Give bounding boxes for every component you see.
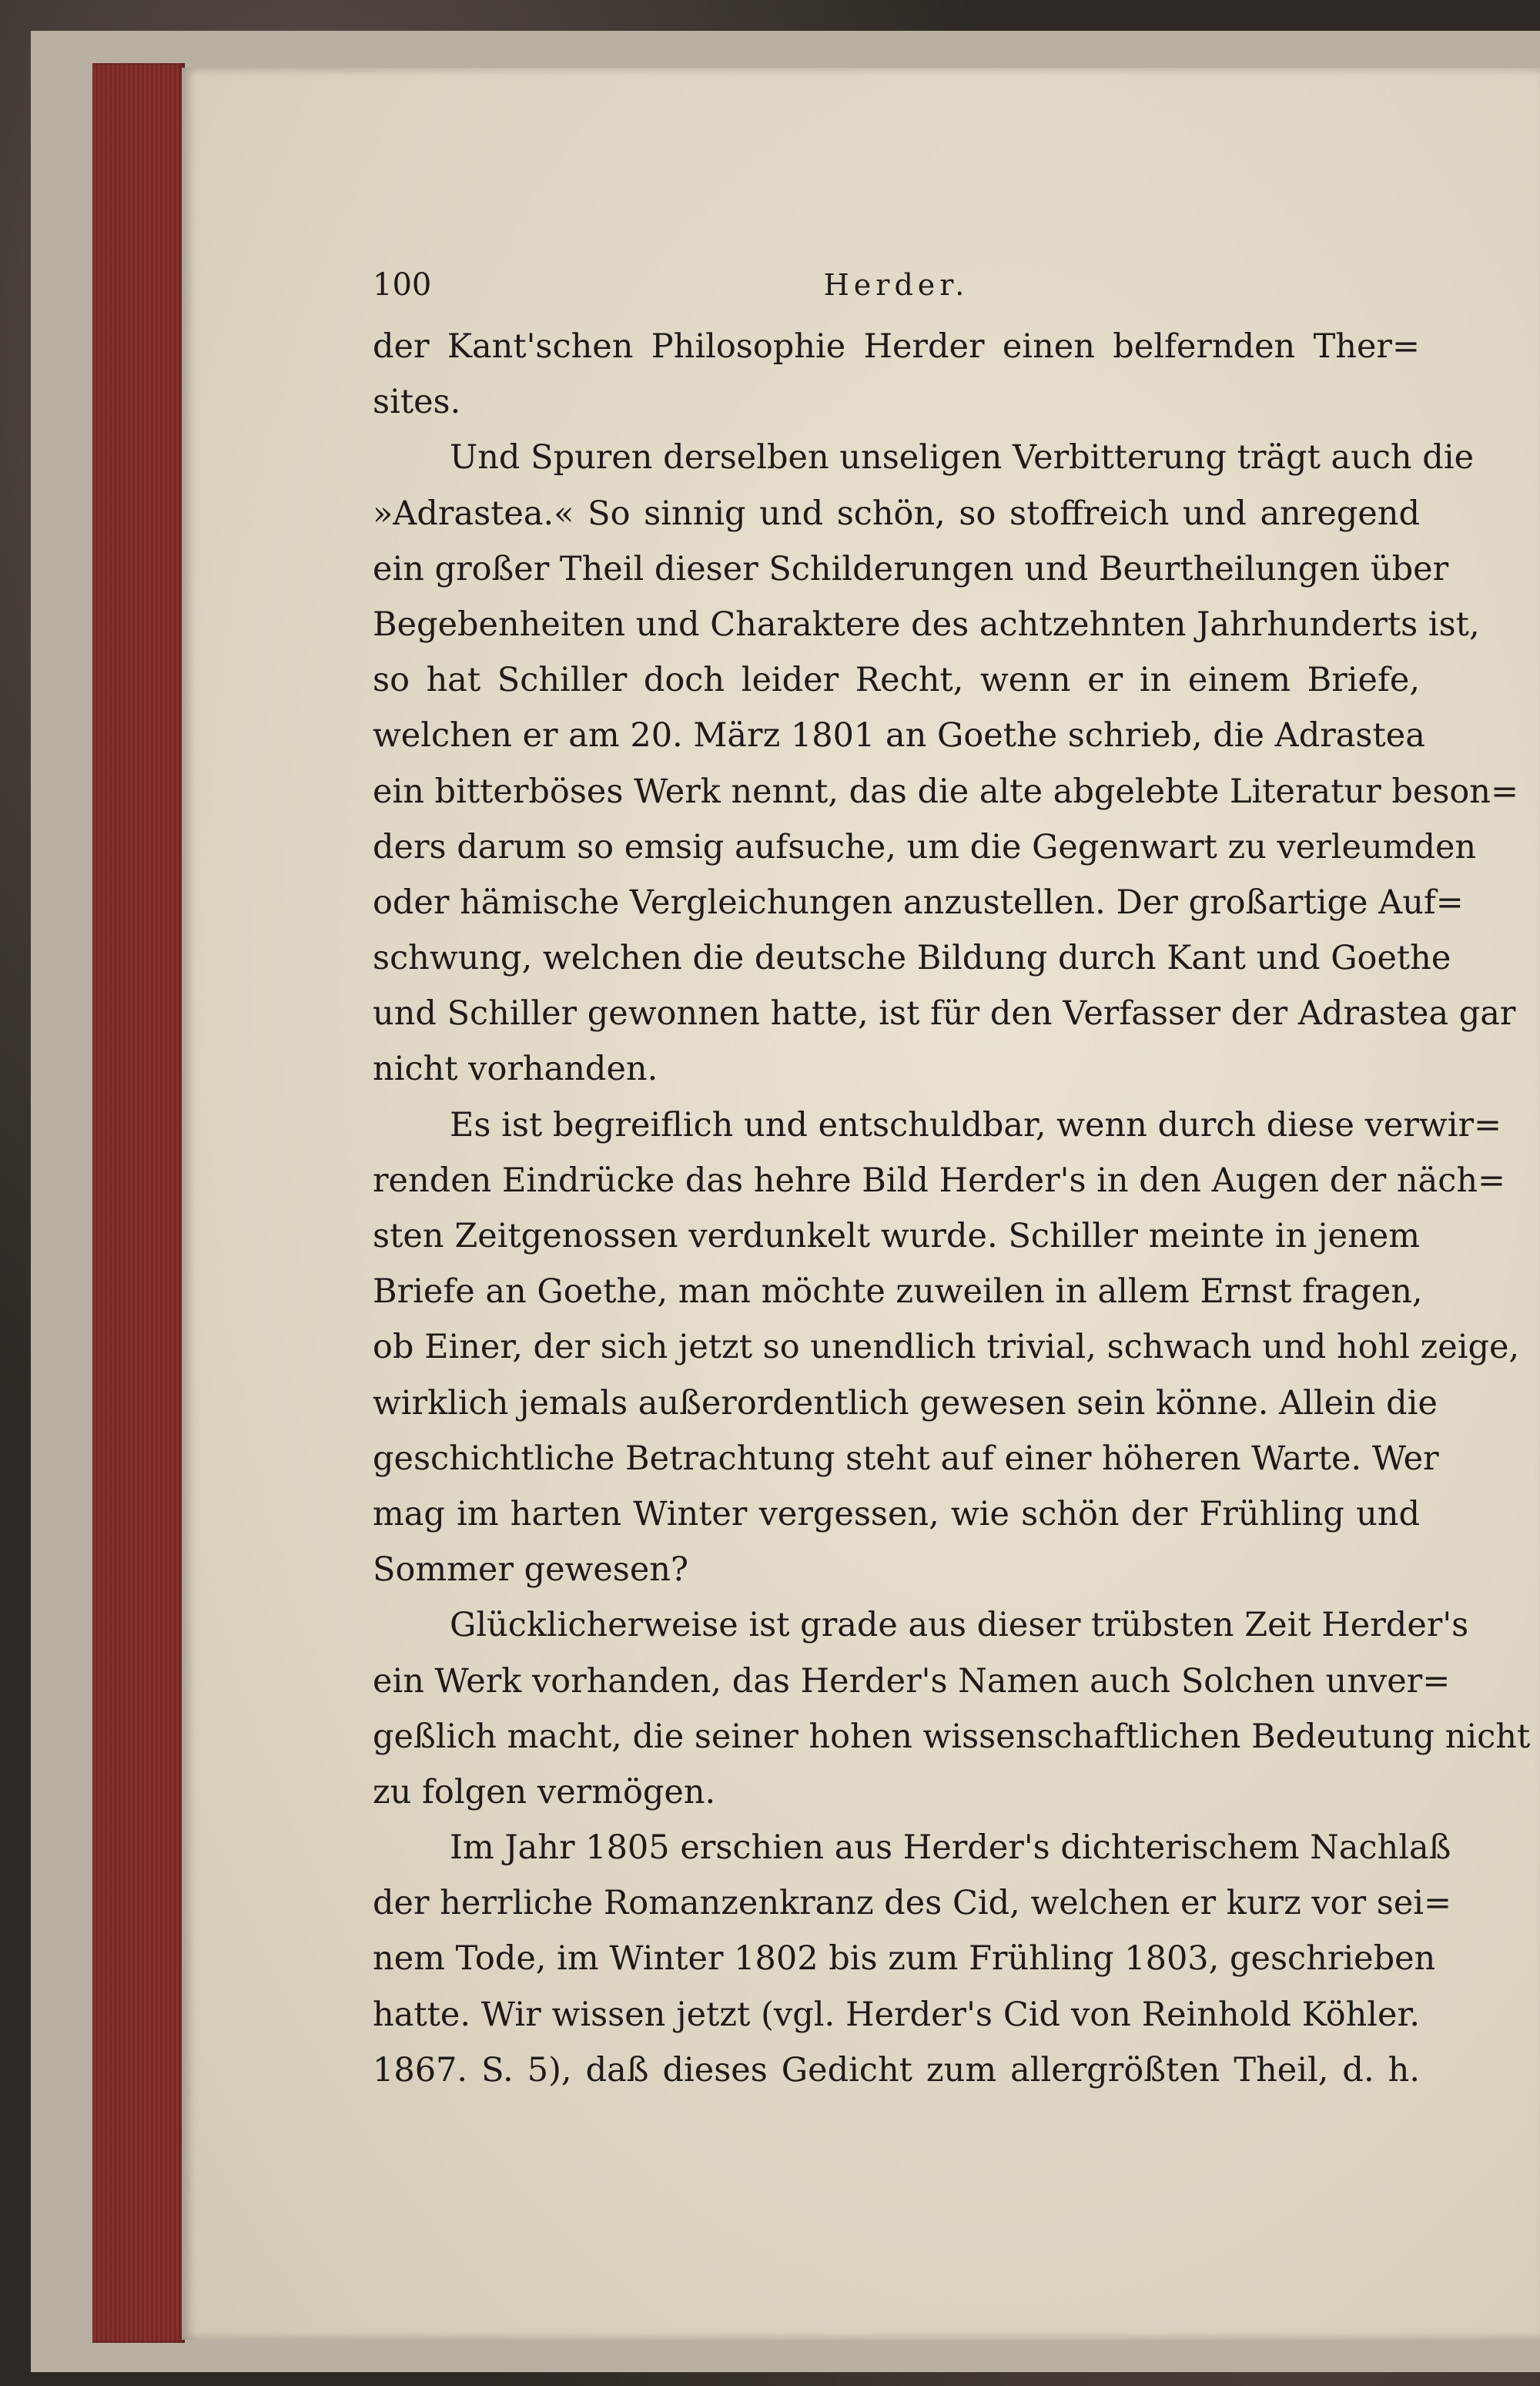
text-line: ob Einer, der sich jetzt so unendlich trivial, schwach und hohl zeige,	[373, 1328, 1520, 1367]
text-line: geschichtliche Betrachtung steht auf einer höheren Warte. Wer	[373, 1439, 1439, 1478]
text-line: ein bitterböses Werk nennt, das die alte abgelebte Literatur beson=	[373, 772, 1519, 811]
text-line: zu folgen vermögen.	[373, 1772, 716, 1811]
text-line: hatte. Wir wissen jetzt (vgl. Herder's Cid von Reinhold Köhler.	[373, 1995, 1420, 2034]
text-line: Es ist begreiflich und entschuldbar, wenn durch diese verwir=	[450, 1105, 1502, 1144]
text-line: nem Tode, im Winter 1802 bis zum Frühling 1803, geschrieben	[373, 1939, 1436, 1979]
text-line: schwung, welchen die deutsche Bildung durch Kant und Goethe	[373, 939, 1451, 978]
text-line: Sommer gewesen?	[373, 1550, 689, 1590]
text-line: sites.	[373, 383, 461, 422]
text-line: »Adrastea.« So sinnig und schön, so stoffreich und anregend	[373, 494, 1420, 533]
page-header	[373, 263, 1420, 310]
text-line: welchen er am 20. März 1801 an Goethe schrieb, die Adrastea	[373, 716, 1425, 756]
red-page-edge	[92, 63, 185, 2343]
text-line: Glücklicherweise ist grade aus dieser trübsten Zeit Herder's	[450, 1606, 1469, 1645]
text-line: der Kant'schen Philosophie Herder einen belfernden Ther=	[373, 327, 1420, 366]
text-line: der herrliche Romanzenkranz des Cid, welchen er kurz vor sei=	[373, 1884, 1452, 1923]
text-line: geßlich macht, die seiner hohen wissenschaftlichen Bedeutung nicht	[373, 1717, 1531, 1756]
text-line: renden Eindrücke das hehre Bild Herder's in den Augen der näch=	[373, 1161, 1506, 1200]
text-line: ders darum so emsig aufsuche, um die Gegenwart zu verleumden	[373, 827, 1477, 866]
text-line: 1867. S. 5), daß dieses Gedicht zum allergrößten Theil, d. h.	[373, 2050, 1420, 2089]
text-line: ein großer Theil dieser Schilderungen und Beurtheilungen über	[373, 549, 1449, 588]
text-line: Im Jahr 1805 erschien aus Herder's dichterischem Nachlaß	[450, 1828, 1451, 1868]
running-title: Herder.	[823, 268, 969, 302]
text-line: wirklich jemals außerordentlich gewesen sein könne. Allein die	[373, 1383, 1438, 1423]
text-line: und Schiller gewonnen hatte, ist für den Verfasser der Adrastea gar	[373, 994, 1516, 1034]
text-line: mag im harten Winter vergessen, wie schön der Frühling und	[373, 1494, 1420, 1533]
page-number: 100	[373, 267, 432, 303]
text-line: ein Werk vorhanden, das Herder's Namen auch Solchen unver=	[373, 1661, 1451, 1701]
text-line: Und Spuren derselben unseligen Verbitterung trägt auch die	[450, 438, 1475, 478]
text-line: sten Zeitgenossen verdunkelt wurde. Schiller meinte in jenem	[373, 1217, 1420, 1255]
text-line: oder hämische Vergleichungen anzustellen. Der großartige Auf=	[373, 883, 1464, 922]
text-line: nicht vorhanden.	[373, 1050, 658, 1089]
text-line: Begebenheiten und Charaktere des achtzehnten Jahrhunderts ist,	[373, 605, 1480, 644]
text-line: Briefe an Goethe, man möchte zuweilen in allem Ernst fragen,	[373, 1272, 1423, 1312]
body-text	[373, 319, 1531, 2098]
text-line: so hat Schiller doch leider Recht, wenn er in einem Briefe,	[373, 661, 1420, 700]
